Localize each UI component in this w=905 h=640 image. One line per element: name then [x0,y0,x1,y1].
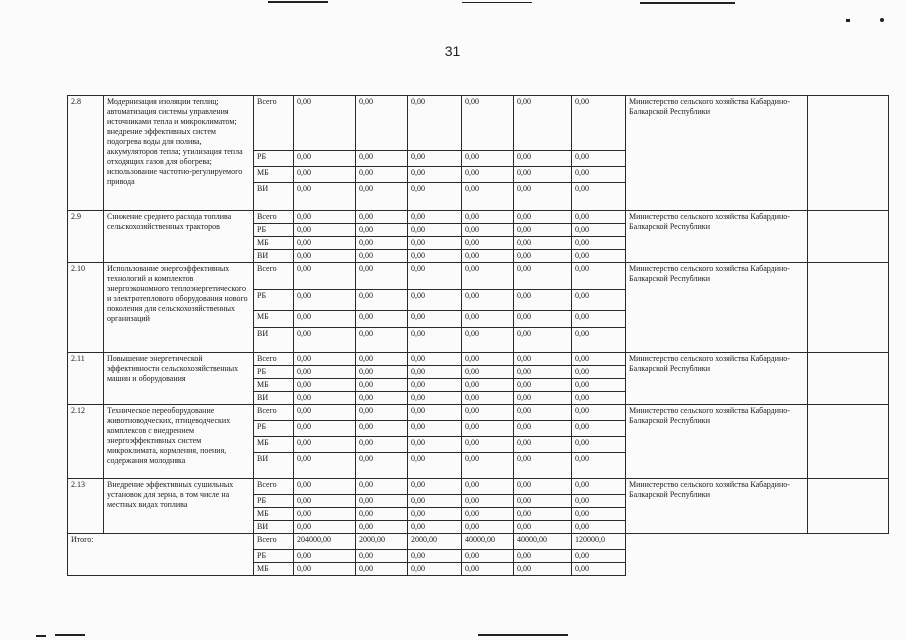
amount-cell: 0,00 [408,237,462,250]
activity-description: Использование энергоэффективных технологий и комплектов энергоэкономного теплоэнергетического и электротеплового оборудования нового поколения для сельскохозяйственных организаций [104,263,254,353]
amount-cell: 0,00 [294,96,356,151]
amount-cell: 2000,00 [356,534,408,550]
amount-cell: 0,00 [514,290,572,311]
amount-cell: 0,00 [572,366,626,379]
amount-cell: 0,00 [356,151,408,167]
amount-cell: 0,00 [408,495,462,508]
amount-cell: 0,00 [514,563,572,576]
amount-cell: 0,00 [514,167,572,183]
funding-source: ВИ [254,392,294,405]
amount-cell: 0,00 [572,421,626,437]
activity-description: Техническое переоборудование животноводческих, птицеводческих комплексов с внедрением энергоэффективных систем микроклимата, кормления, поения, содержания молодняка [104,405,254,479]
amount-cell: 0,00 [462,263,514,290]
amount-cell: 0,00 [462,328,514,353]
amount-cell: 0,00 [514,421,572,437]
amount-cell: 0,00 [572,237,626,250]
funding-source: ВИ [254,521,294,534]
total-label: Итого: [68,534,254,576]
amount-cell: 0,00 [408,211,462,224]
amount-cell: 0,00 [572,250,626,263]
funding-source: РБ [254,224,294,237]
amount-cell: 0,00 [572,453,626,479]
amount-cell: 0,00 [294,550,356,563]
amount-cell: 0,00 [408,437,462,453]
amount-cell: 0,00 [514,453,572,479]
scan-artifact [36,635,46,637]
amount-cell: 0,00 [462,479,514,495]
amount-cell: 0,00 [356,290,408,311]
amount-cell: 0,00 [294,328,356,353]
amount-cell: 0,00 [462,453,514,479]
empty-cell [808,405,889,479]
amount-cell: 0,00 [408,250,462,263]
table-row [68,479,889,495]
amount-cell: 0,00 [408,263,462,290]
amount-cell: 0,00 [462,151,514,167]
amount-cell: 0,00 [462,237,514,250]
table-row [68,211,889,224]
amount-cell: 0,00 [462,211,514,224]
funding-source: МБ [254,508,294,521]
amount-cell: 0,00 [462,290,514,311]
amount-cell: 0,00 [356,392,408,405]
amount-cell: 0,00 [514,392,572,405]
amount-cell: 0,00 [356,96,408,151]
amount-cell: 0,00 [462,550,514,563]
amount-cell: 0,00 [356,224,408,237]
amount-cell: 0,00 [356,421,408,437]
funding-source: ВИ [254,453,294,479]
amount-cell: 0,00 [462,563,514,576]
amount-cell: 0,00 [572,290,626,311]
amount-cell: 0,00 [294,453,356,479]
responsible-ministry: Министерство сельского хозяйства Кабардино-Балкарской Республики [626,353,808,405]
amount-cell: 0,00 [408,353,462,366]
amount-cell: 0,00 [356,495,408,508]
amount-cell: 0,00 [572,211,626,224]
amount-cell: 0,00 [294,311,356,328]
amount-cell: 0,00 [514,353,572,366]
amount-cell: 0,00 [514,183,572,211]
funding-source: Всего [254,263,294,290]
funding-source: Всего [254,96,294,151]
amount-cell: 40000,00 [514,534,572,550]
amount-cell: 0,00 [294,290,356,311]
amount-cell: 0,00 [572,167,626,183]
amount-cell: 0,00 [356,379,408,392]
scan-artifact [462,2,532,3]
funding-source: Всего [254,353,294,366]
amount-cell: 0,00 [356,405,408,421]
scan-artifact [55,634,85,636]
amount-cell: 2000,00 [408,534,462,550]
empty-cell [808,479,889,534]
amount-cell: 0,00 [462,183,514,211]
amount-cell: 0,00 [462,224,514,237]
amount-cell: 0,00 [408,453,462,479]
table-row [68,96,889,151]
amount-cell: 0,00 [514,495,572,508]
empty-cell [808,211,889,263]
amount-cell: 0,00 [294,421,356,437]
responsible-ministry: Министерство сельского хозяйства Кабардино-Балкарской Республики [626,263,808,353]
amount-cell: 0,00 [408,379,462,392]
amount-cell: 0,00 [572,263,626,290]
amount-cell: 0,00 [356,521,408,534]
amount-cell: 0,00 [514,437,572,453]
amount-cell: 0,00 [408,521,462,534]
amount-cell: 120000,0 [572,534,626,550]
amount-cell: 0,00 [572,151,626,167]
amount-cell: 0,00 [356,508,408,521]
amount-cell: 0,00 [572,328,626,353]
amount-cell: 0,00 [294,151,356,167]
scan-artifact [846,19,850,22]
amount-cell: 0,00 [294,263,356,290]
amount-cell: 0,00 [462,250,514,263]
responsible-ministry: Министерство сельского хозяйства Кабардино-Балкарской Республики [626,479,808,534]
amount-cell: 0,00 [514,405,572,421]
amount-cell: 0,00 [462,421,514,437]
amount-cell: 0,00 [514,366,572,379]
amount-cell: 0,00 [572,521,626,534]
amount-cell: 0,00 [408,421,462,437]
amount-cell: 0,00 [572,379,626,392]
amount-cell: 0,00 [462,96,514,151]
amount-cell: 0,00 [408,96,462,151]
scan-artifact [478,634,568,636]
amount-cell: 0,00 [462,508,514,521]
amount-cell: 0,00 [294,379,356,392]
row-number: 2.9 [68,211,104,263]
amount-cell: 0,00 [514,508,572,521]
amount-cell: 0,00 [514,311,572,328]
amount-cell: 0,00 [408,550,462,563]
amount-cell: 0,00 [572,96,626,151]
funding-source: МБ [254,437,294,453]
funding-source: ВИ [254,250,294,263]
amount-cell: 0,00 [408,183,462,211]
row-number: 2.10 [68,263,104,353]
funding-source: Всего [254,479,294,495]
amount-cell: 0,00 [514,224,572,237]
funding-source: РБ [254,151,294,167]
amount-cell: 0,00 [462,353,514,366]
funding-source: Всего [254,534,294,550]
funding-source: РБ [254,495,294,508]
amount-cell: 0,00 [408,328,462,353]
total-row [68,534,889,550]
funding-source: РБ [254,550,294,563]
amount-cell: 0,00 [408,392,462,405]
funding-source: МБ [254,563,294,576]
amount-cell: 0,00 [514,250,572,263]
amount-cell: 0,00 [462,495,514,508]
amount-cell: 0,00 [514,379,572,392]
amount-cell: 0,00 [356,479,408,495]
amount-cell: 0,00 [462,167,514,183]
amount-cell: 0,00 [572,479,626,495]
amount-cell: 0,00 [294,508,356,521]
amount-cell: 0,00 [408,167,462,183]
amount-cell: 0,00 [294,167,356,183]
scan-artifact [268,1,328,3]
amount-cell: 0,00 [572,437,626,453]
amount-cell: 0,00 [514,550,572,563]
amount-cell: 0,00 [294,405,356,421]
amount-cell: 0,00 [408,151,462,167]
amount-cell: 0,00 [356,263,408,290]
amount-cell: 0,00 [462,521,514,534]
amount-cell: 0,00 [356,237,408,250]
row-number: 2.8 [68,96,104,211]
activity-description: Повышение энергетической эффективности сельскохозяйственных машин и оборудования [104,353,254,405]
scan-artifact [640,2,735,4]
amount-cell: 0,00 [572,311,626,328]
amount-cell: 0,00 [294,437,356,453]
amount-cell: 0,00 [514,151,572,167]
amount-cell: 0,00 [294,392,356,405]
amount-cell: 0,00 [356,437,408,453]
table-row [68,353,889,366]
amount-cell: 0,00 [294,183,356,211]
amount-cell: 0,00 [572,224,626,237]
amount-cell: 0,00 [572,405,626,421]
amount-cell: 0,00 [462,366,514,379]
empty-cell [808,96,889,211]
amount-cell: 0,00 [514,521,572,534]
amount-cell: 0,00 [572,508,626,521]
amount-cell: 40000,00 [462,534,514,550]
amount-cell: 204000,00 [294,534,356,550]
amount-cell: 0,00 [408,224,462,237]
table-row [68,405,889,421]
page-number: 31 [444,43,461,59]
amount-cell: 0,00 [294,250,356,263]
activity-description: Модернизация изоляции теплиц; автоматизация системы управления источниками тепла и микроклиматом; внедрение эффективных систем подогрева воды для полива, аккумуляторов тепла; утилизация тепла отходящих газов для обогрева; использование частотно-регулируемого привода [104,96,254,211]
amount-cell: 0,00 [356,250,408,263]
amount-cell: 0,00 [408,311,462,328]
activity-description: Внедрение эффективных сушильных установок для зерна, в том числе на местных видах топлива [104,479,254,534]
amount-cell: 0,00 [294,224,356,237]
amount-cell: 0,00 [572,550,626,563]
amount-cell: 0,00 [356,328,408,353]
empty-cell [808,263,889,353]
amount-cell: 0,00 [356,366,408,379]
funding-source: РБ [254,366,294,379]
amount-cell: 0,00 [462,405,514,421]
amount-cell: 0,00 [408,405,462,421]
funding-source: МБ [254,237,294,250]
amount-cell: 0,00 [294,495,356,508]
program-activities-table [67,95,889,576]
amount-cell: 0,00 [356,563,408,576]
amount-cell: 0,00 [294,479,356,495]
amount-cell: 0,00 [572,353,626,366]
funding-source: РБ [254,290,294,311]
funding-source: МБ [254,311,294,328]
amount-cell: 0,00 [572,183,626,211]
amount-cell: 0,00 [408,508,462,521]
amount-cell: 0,00 [408,479,462,495]
amount-cell: 0,00 [572,392,626,405]
amount-cell: 0,00 [356,453,408,479]
funding-source: МБ [254,379,294,392]
responsible-ministry: Министерство сельского хозяйства Кабардино-Балкарской Республики [626,96,808,211]
amount-cell: 0,00 [514,237,572,250]
row-number: 2.13 [68,479,104,534]
scan-artifact [880,18,884,22]
amount-cell: 0,00 [462,379,514,392]
amount-cell: 0,00 [514,479,572,495]
amount-cell: 0,00 [356,211,408,224]
amount-cell: 0,00 [514,211,572,224]
funding-source: Всего [254,405,294,421]
amount-cell: 0,00 [356,353,408,366]
table-row [68,263,889,290]
funding-source: МБ [254,167,294,183]
amount-cell: 0,00 [514,96,572,151]
funding-source: РБ [254,421,294,437]
funding-source: ВИ [254,183,294,211]
amount-cell: 0,00 [462,311,514,328]
amount-cell: 0,00 [572,563,626,576]
row-number: 2.12 [68,405,104,479]
funding-source: ВИ [254,328,294,353]
funding-source: Всего [254,211,294,224]
amount-cell: 0,00 [462,437,514,453]
amount-cell: 0,00 [514,263,572,290]
amount-cell: 0,00 [356,311,408,328]
responsible-ministry: Министерство сельского хозяйства Кабардино-Балкарской Республики [626,211,808,263]
amount-cell: 0,00 [294,366,356,379]
amount-cell: 0,00 [294,237,356,250]
empty-cell [808,353,889,405]
amount-cell: 0,00 [356,167,408,183]
amount-cell: 0,00 [294,563,356,576]
activity-description: Снижение среднего расхода топлива сельскохозяйственных тракторов [104,211,254,263]
amount-cell: 0,00 [572,495,626,508]
amount-cell: 0,00 [294,353,356,366]
amount-cell: 0,00 [408,290,462,311]
amount-cell: 0,00 [294,211,356,224]
amount-cell: 0,00 [294,521,356,534]
amount-cell: 0,00 [356,550,408,563]
amount-cell: 0,00 [408,366,462,379]
row-number: 2.11 [68,353,104,405]
amount-cell: 0,00 [408,563,462,576]
amount-cell: 0,00 [356,183,408,211]
amount-cell: 0,00 [462,392,514,405]
amount-cell: 0,00 [514,328,572,353]
responsible-ministry: Министерство сельского хозяйства Кабардино-Балкарской Республики [626,405,808,479]
